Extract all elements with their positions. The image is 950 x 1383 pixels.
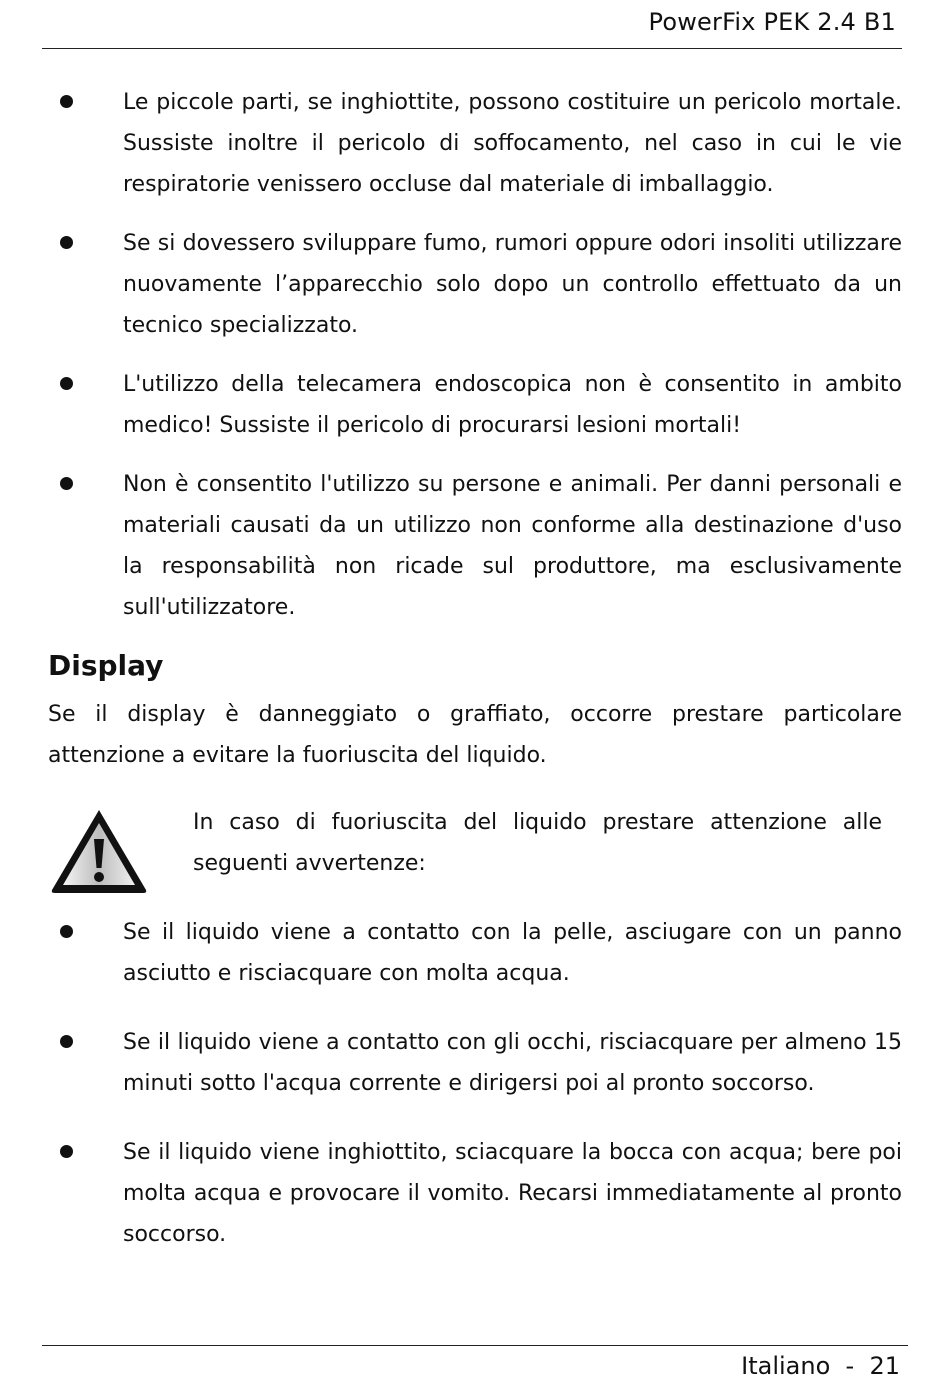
page-footer: [42, 1345, 908, 1383]
list-item: [48, 912, 902, 994]
page-number: Italiano - 21: [741, 1352, 900, 1380]
warning-block: [48, 798, 902, 908]
list-item-text: Le piccole parti, se inghiottite, possono costituire un pericolo mortale. Sussiste inoltre il pericolo di soffocamento, nel caso in cui le vie respiratorie venissero occluse dal materiale di imballaggio.: [123, 90, 902, 197]
bullet-icon: [60, 1035, 73, 1048]
bullet-icon: [60, 1145, 73, 1158]
list-item-text: Non è consentito l'utilizzo su persone e animali. Per danni personali e materiali causati da un utilizzo non conforme alla destinazione d'uso la responsabilità non ricade sul produttore, ma esclusivamente sull'utilizzatore.: [123, 472, 902, 620]
list-item: [48, 1022, 902, 1104]
list-item-text: L'utilizzo della telecamera endoscopica non è consentito in ambito medico! Sussiste il pericolo di procurarsi lesioni mortali!: [123, 372, 902, 438]
section-heading: Display: [48, 649, 164, 682]
bullet-icon: [60, 477, 73, 490]
warning-text: In caso di fuoriuscita del liquido prestare attenzione alle seguenti avvertenze:: [193, 810, 882, 876]
page-content: [48, 82, 902, 1283]
list-item-text: Se il liquido viene inghiottito, sciacquare la bocca con acqua; bere poi molta acqua e provocare il vomito. Recarsi immediatamente al pronto soccorso.: [123, 1140, 902, 1247]
list-item: [48, 464, 902, 628]
list-item-text: Se si dovessero sviluppare fumo, rumori oppure odori insoliti utilizzare nuovamente l’apparecchio solo dopo un controllo effettuato da un tecnico specializzato.: [123, 231, 902, 338]
list-item: [48, 364, 902, 446]
list-item: [48, 82, 902, 205]
section-paragraph: Se il display è danneggiato o graffiato, occorre prestare particolare attenzione a evitare la fuoriuscita del liquido.: [48, 702, 902, 768]
warning-triangle-icon: [48, 806, 150, 896]
header-title: PowerFix PEK 2.4 B1: [648, 8, 896, 36]
list-item: [48, 223, 902, 346]
list-item: [48, 1132, 902, 1255]
page-header: [42, 0, 902, 49]
bullet-icon: [60, 95, 73, 108]
bullet-icon: [60, 925, 73, 938]
bullet-icon: [60, 236, 73, 249]
list-item-text: Se il liquido viene a contatto con la pelle, asciugare con un panno asciutto e risciacquare con molta acqua.: [123, 920, 902, 986]
list-item-text: Se il liquido viene a contatto con gli occhi, risciacquare per almeno 15 minuti sotto l'acqua corrente e dirigersi poi al pronto soccorso.: [123, 1030, 902, 1096]
bullet-icon: [60, 377, 73, 390]
